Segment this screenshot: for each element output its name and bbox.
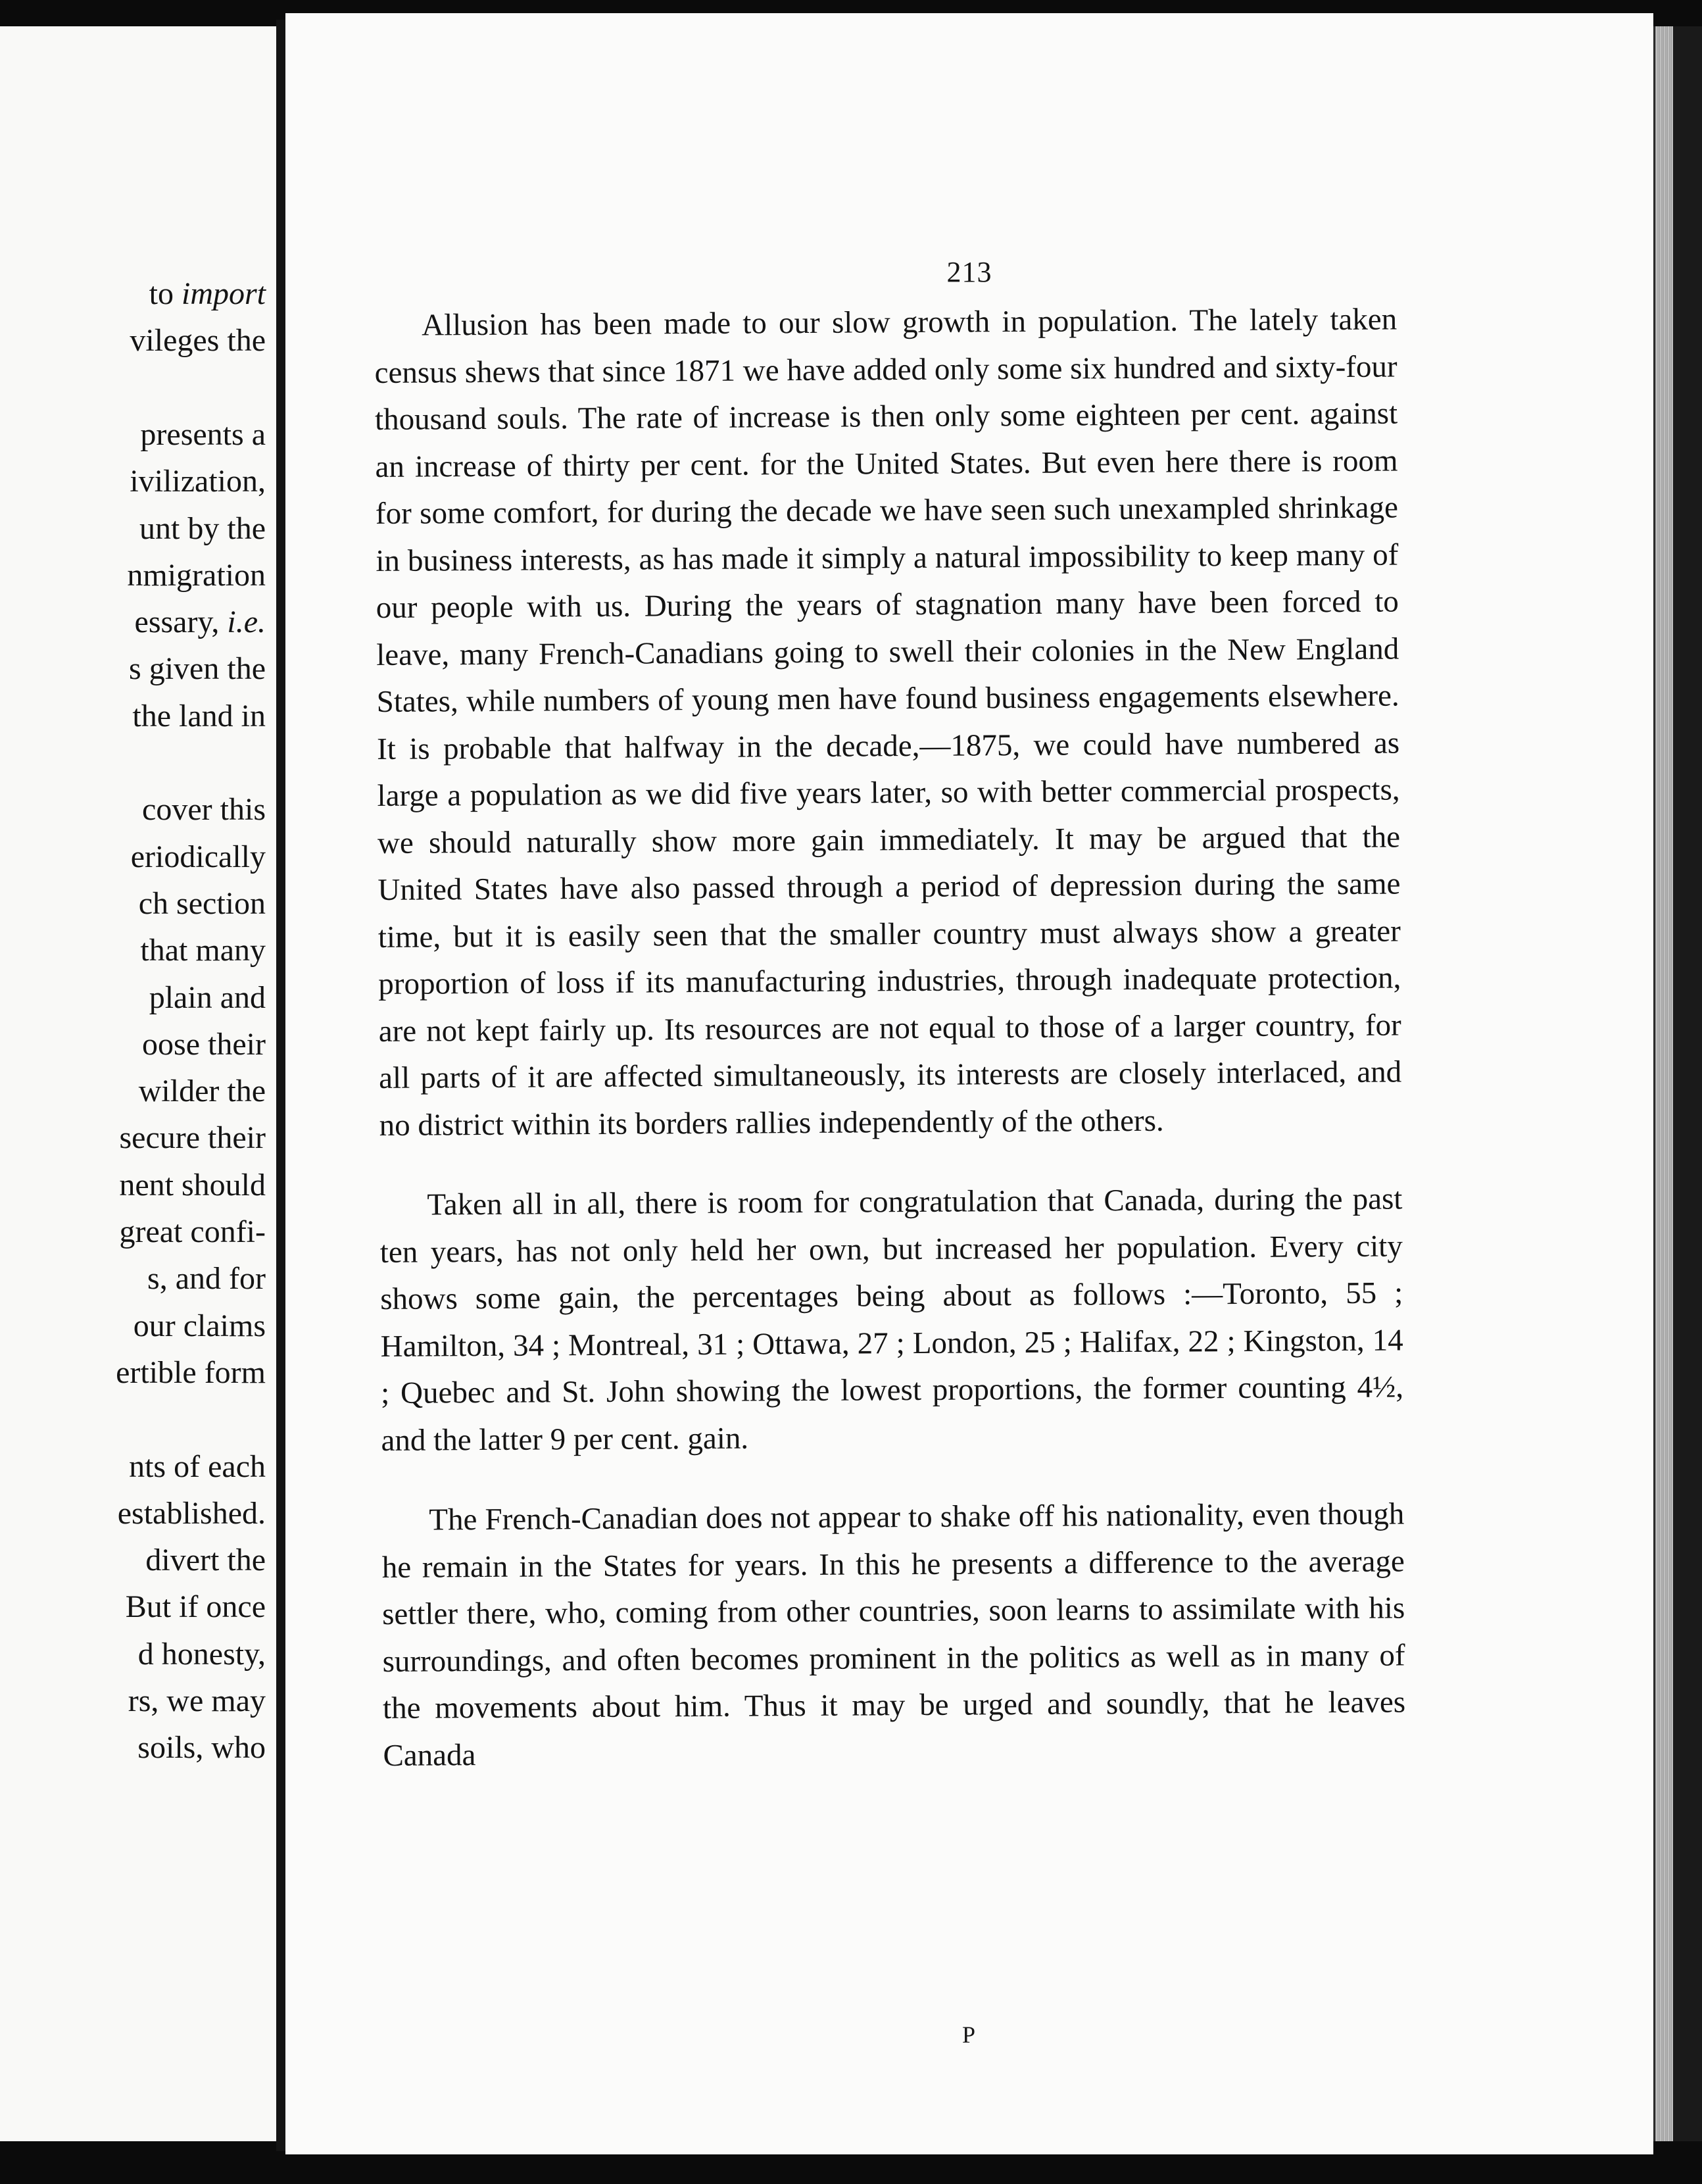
left-page-line-text: unt by the: [139, 510, 266, 546]
left-page-line: [138, 885, 266, 921]
left-page-line: [130, 325, 266, 357]
left-page: [0, 26, 276, 2141]
left-page-line: [119, 1216, 266, 1248]
left-page-line-text: to: [149, 276, 182, 311]
left-page-line: [142, 794, 266, 826]
left-page-line: [142, 1026, 266, 1062]
left-page-line: [134, 1310, 266, 1342]
body-text: [374, 297, 1406, 1779]
paragraph-french-canadian: [381, 1491, 1406, 1779]
paragraph-text: Taken all in all, there is room for congratulation that Canada, during the past ten years, has not only held her own, but increased her population. Every city shows some gain, the percentages being about as follows :—Toronto, 55 ; Hamilton, 34 ; Montreal, 31 ; Ottawa, 27 ; London, 25 ; Halifax, 22 ; Kingston, 14 ; Quebec and St. John showing the lowest proportions, the former counting 4½, and the latter 9 per cent. gain.: [379, 1181, 1404, 1458]
page-stack-edge: [1653, 26, 1675, 2141]
left-page-line: [130, 466, 266, 497]
paragraph-text: Allusion has been made to our slow growth in population. The lately taken census shews that since 1871 we have added only some six hundred and sixty-four thousand souls. The rate of increase is then only some eighteen per cent. against an increase of thirty per cent. for the United States. But even here there is room for some comfort, for during the decade we have seen such unexampled shrinkage in business interests, as has made it simply a natural impossibility to keep many of our people with us. During the years of stagnation many have been forced to leave, many French-Canadians going to swell their colonies in the New England States, while numbers of young men have found business engagements elsewhere. It is probable that halfway in the decade,—1875, we could have numbered as large a population as we did five years later, so with better commercial prospects, we should naturally show more gain immediately. It may be argued that the United States have also passed through a period of depression during the same time, but it is easily seen that the smaller country must always show a greater proportion of loss if its manufacturing industries, through inadequate protection, are not kept fairly up. Its resources are not equal to those of a larger country, for all parts of it are affected simultaneously, its interests are closely interlaced, and no district within its borders rallies independently of the others.: [374, 302, 1402, 1143]
left-page-line-text: great confi-: [119, 1214, 266, 1249]
left-page-line-italic: i.e.: [227, 605, 266, 640]
left-page-line: [117, 1495, 266, 1531]
left-page-line-text: essary,: [134, 605, 228, 640]
left-page-line: [139, 1076, 266, 1107]
scan-border-top: [0, 0, 1702, 13]
left-page-line-italic: import: [181, 276, 266, 311]
left-page-line-text: that many: [140, 933, 266, 968]
left-page-line-text: s, and for: [147, 1261, 266, 1297]
left-page-line-text: But if once: [125, 1589, 266, 1625]
left-page-line: [119, 1122, 266, 1154]
left-page-line: [128, 1685, 266, 1717]
left-page-line-text: s given the: [129, 651, 266, 687]
left-page-line-text: ch section: [138, 885, 266, 921]
left-page-line-text: cover this: [142, 792, 266, 828]
left-page-line-text: established.: [117, 1495, 266, 1531]
left-page-line: [139, 510, 266, 546]
left-page-line: [132, 698, 266, 733]
left-page-line-text: soils, who: [137, 1730, 266, 1766]
left-page-line-text: divert the: [145, 1543, 266, 1578]
left-page-line: [140, 935, 266, 966]
left-page-line-text: eriodically: [130, 839, 266, 874]
left-page-line: [116, 1354, 266, 1390]
left-page-line: [135, 607, 266, 638]
left-page-line-text: secure their: [119, 1120, 266, 1156]
left-page-line-text: nmigration: [127, 557, 266, 593]
page-number: 213: [946, 256, 992, 288]
left-page-line: [127, 557, 266, 593]
left-page-line-text: wilder the: [138, 1074, 266, 1109]
left-page-line: [129, 1451, 266, 1483]
left-page-line: [131, 841, 266, 873]
left-page-line: [147, 1263, 266, 1295]
signature-mark: P: [961, 2022, 977, 2048]
left-page-line-text: the land in: [132, 698, 266, 733]
left-page-line: [119, 1167, 266, 1203]
left-page-line-text: d honesty,: [137, 1636, 266, 1672]
left-page-line-text: plain and: [149, 980, 266, 1015]
left-page-line: [137, 1636, 266, 1672]
scan-border-right: [1673, 26, 1702, 2141]
left-page-line: [149, 982, 266, 1014]
left-page-line-text: vileges the: [130, 323, 266, 359]
left-page-line: [126, 1591, 266, 1623]
left-page-line-text: nts of each: [129, 1449, 266, 1484]
left-page-line: [145, 1545, 266, 1576]
left-page-line-text: presents a: [140, 416, 266, 452]
left-page-line-text: rs, we may: [128, 1683, 266, 1718]
right-page: [285, 13, 1653, 2154]
paragraph-city-percentages: [379, 1176, 1404, 1464]
paragraph-population-growth: [374, 297, 1402, 1149]
left-page-line-text: nent should: [119, 1167, 266, 1203]
book-gutter: [276, 20, 285, 2151]
left-page-line: [140, 416, 266, 452]
left-page-line: [137, 1732, 266, 1764]
left-page-line: [149, 278, 266, 310]
paragraph-text: The French-Canadian does not appear to shake off his nationality, even though he remain in the States for years. In this he presents a difference to the average settler there, who, coming from other countries, soon learns to assimilate with his surroundings, and often becomes prominent in the politics as well as in many of the movements about him. Thus it may be urged and soundly, that he leaves Canada: [381, 1497, 1406, 1773]
left-page-line: [129, 653, 266, 685]
left-page-line-text: ertible form: [116, 1354, 266, 1390]
left-page-line-text: our claims: [133, 1308, 266, 1343]
left-page-line-text: oose their: [142, 1026, 266, 1062]
left-page-line-text: ivilization,: [130, 464, 266, 499]
scan-border-bottom: [0, 2154, 1702, 2184]
